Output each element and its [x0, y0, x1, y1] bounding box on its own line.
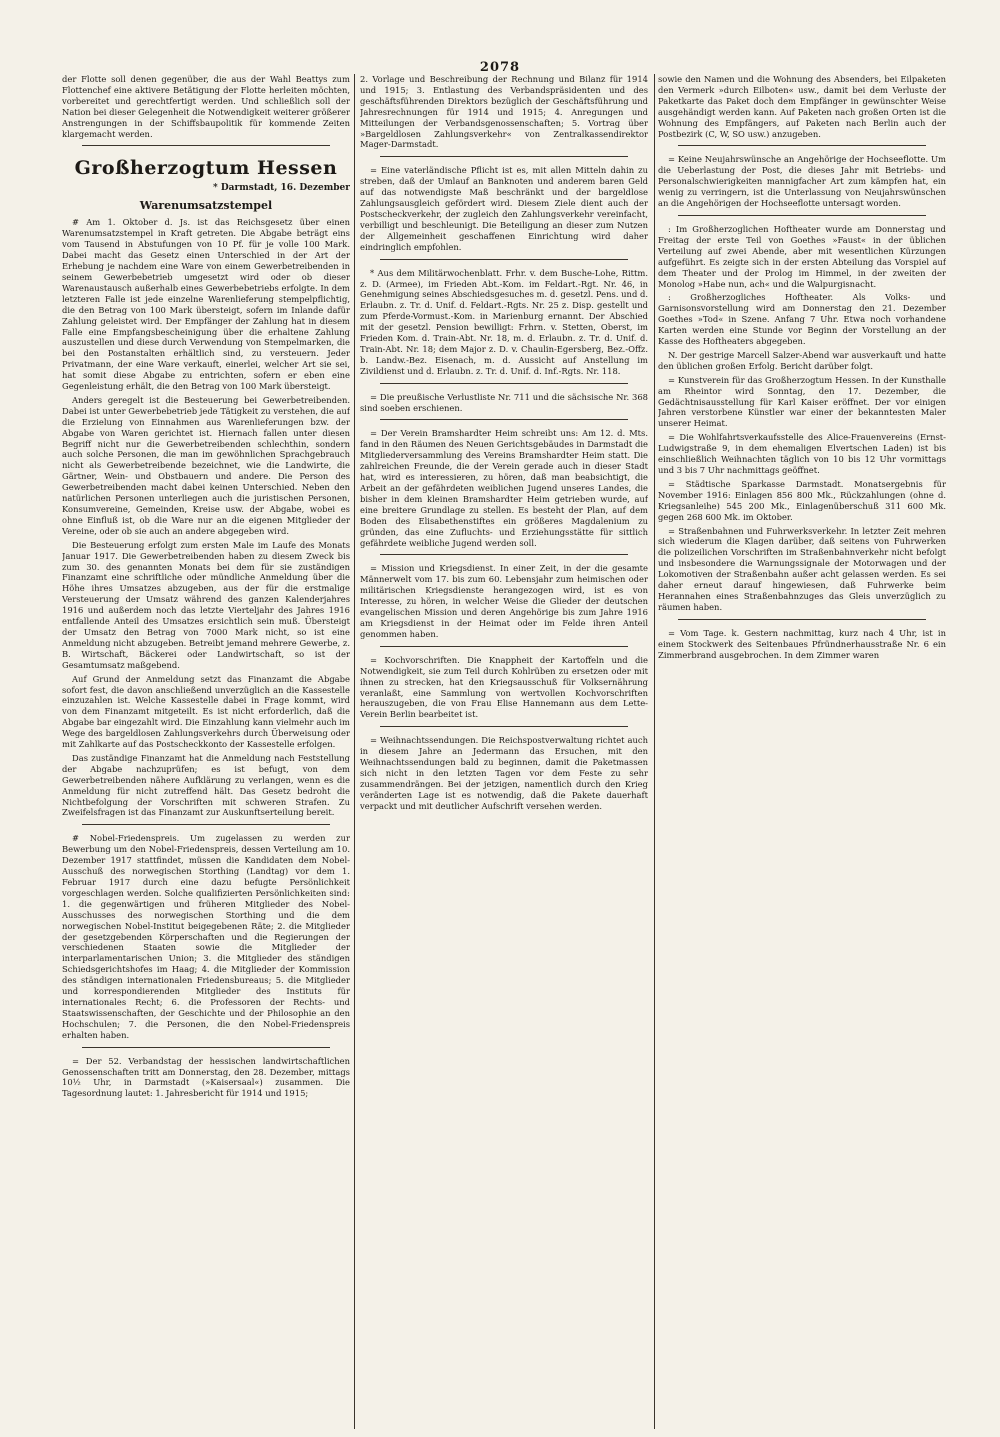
paragraph: = Städtische Sparkasse Darmstadt. Monatsergebnis für November 1916: Einlagen 856 800 Mk., Rückzahlungen (ohne d. Kriegsanleihe) 545 200 Mk., Einlagenüberschuß 311 600 Mk. gegen 268 600 Mk. im Oktober. [658, 478, 946, 522]
divider [380, 259, 628, 260]
paragraph: N. Der gestrige Marcell Salzer-Abend war ausverkauft und hatte den üblichen großen Erfolg. Bericht darüber folgt. [658, 349, 946, 371]
paragraph: = Der 52. Verbandstag der hessischen landwirtschaftlichen Genossenschaften tritt am Donnerstag, den 28. Dezember, mittags 10½ Uhr, in Darmstadt (»Kaisersaal«) zusammen. Die Tagesordnung lautet: 1. Jahresbericht für 1914 und 1915; [62, 1055, 350, 1099]
paragraph: * Aus dem Militärwochenblatt. Frhr. v. dem Busche-Lohe, Rittm. z. D. (Armee), im Frieden Abt.-Kom. im Feldart.-Rgt. Nr. 46, in Genehmigung seines Abschiedsgesuches m. d. gesetzl. Pens. und d. Erlaubn. z. Tr. d. Unif. d. Feldart.-Rgts. Nr. 25 z. Disp. gestellt und zum Pferde-Vormust.-Kom. in Marienburg ernannt. Der Abschied mit der gesetzl. Pension bewilligt: Frhrn. v. Stetten, Oberst, im Frieden Kom. d. Train-Abt. Nr. 18, m. d. Erlaubn. z. Tr. d. Unif. d. Train-Abt. Nr. 18; dem Major z. D. v. Chaulin-Egersberg, Bez.-Offz. b. Landw.-Bez. Eisenach, m. d. Aussicht auf Anstellung im Zivildienst und d. Erlaubn. z. Tr. d. Unif. d. Inf.-Rgts. Nr. 118. [360, 267, 648, 376]
column-1 [62, 74, 350, 1429]
divider [82, 145, 330, 146]
paragraph: = Vom Tage. k. Gestern nachmittag, kurz nach 4 Uhr, ist in einem Stockwerk des Seitenbaues Pfründnerhausstraße Nr. 6 ein Zimmerbrand ausgebrochen. In dem Zimmer waren [658, 627, 946, 660]
paragraph: Die Besteuerung erfolgt zum ersten Male im Laufe des Monats Januar 1917. Die Gewerbetreibenden haben zu diesem Zweck bis zum 30. des genannten Monats bei dem für sie zuständigen Finanzamt eine schriftliche oder mündliche Anmeldung über die Höhe ihres Umsatzes abzugeben, aus der für die erstmalige Versteuerung der Umsatz während des ganzen Kalenderjahres 1916 und außerdem noch das letzte Vierteljahr des Jahres 1916 entfallende Anteil des Umsatzes ersichtlich sein muß. Übersteigt der Umsatz den Betrag von 7000 Mark nicht, so ist eine Anmeldung nicht abzugeben. Betreibt jemand mehrere Gewerbe, z. B. Wirtschaft, Bäckerei oder Landwirtschaft, so ist der Gesamtumsatz maßgebend. [62, 539, 350, 670]
paragraph: Auf Grund der Anmeldung setzt das Finanzamt die Abgabe sofort fest, die davon anschließend unverzüglich an die Kassestelle einzuzahlen ist. Welche Kassestelle dabei in Frage kommt, wird von dem Finanzamt mitgeteilt. Es ist nicht erforderlich, daß die Abgabe bar eingezahlt wird. Die Einzahlung kann vielmehr auch im Wege des bargeldlosen Zahlungsverkehrs durch Überweisung oder mit Zahlkarte auf das Postscheckkonto der Kassestelle erfolgen. [62, 673, 350, 750]
paragraph: # Nobel-Friedenspreis. Um zugelassen zu werden zur Bewerbung um den Nobel-Friedenspreis, dessen Verteilung am 10. Dezember 1917 stattfindet, müssen die Kandidaten dem Nobel-Ausschuß des norwegischen Storthing (Landtag) vor dem 1. Februar 1917 durch eine dazu befugte Persönlichkeit vorgeschlagen werden. Solche qualifizierten Persönlichkeiten sind: 1. die gegenwärtigen und früheren Mitglieder des Nobel-Ausschusses des norwegischen Storthing und die dem norwegischen Nobel-Institut beigegebenen Räte; 2. die Mitglieder der gesetzgebenden Körperschaften und die Regierungen der verschiedenen Staaten sowie die Mitglieder der interparlamentarischen Union; 3. die Mitglieder des ständigen Schiedsgerichtshofes im Haag; 4. die Mitglieder der Kommission des ständigen internationalen Friedensbureaus; 5. die Mitglieder und korrespondierenden Mitglieder des Instituts für internationales Recht; 6. die Professoren der Rechts- und Staatswissenschaften, der Geschichte und der Philosophie an den Hochschulen; 7. die Personen, die den Nobel-Friedenspreis erhalten haben. [62, 833, 350, 1040]
paragraph: = Kunstverein für das Großherzogtum Hessen. In der Kunsthalle am Rheintor wird Sonntag, den 17. Dezember, die Gedächtnisausstellung für Karl Kaiser eröffnet. Der vor einigen Jahren verstorbene Künstler war einer der bekanntesten Maler unserer Heimat. [658, 374, 946, 429]
paragraph: = Die Wohlfahrtsverkaufsstelle des Alice-Frauenvereins (Ernst-Ludwigstraße 9, in dem ehemaligen Elvertschen Laden) ist bis einschließlich Weihnachten täglich von 10 bis 12 Uhr vormittags und 3 bis 7 Uhr nachmittags geöffnet. [658, 432, 946, 475]
divider [678, 145, 926, 146]
paragraph: : Im Großherzoglichen Hoftheater wurde am Donnerstag und Freitag der erste Teil von Goethes »Faust« in der üblichen Verteilung auf zwei Abende, aber mit wesentlichen Kürzungen aufgeführt. Es zeigte sich in der ersten Abteilung das Vorspiel auf dem Theater und der Prolog im Himmel, in der zweiten der Monolog »Habe nun, ach« und die Walpurgisnacht. [658, 223, 946, 289]
divider [380, 646, 628, 647]
divider [380, 383, 628, 384]
divider [380, 419, 628, 420]
paragraph: # Am 1. Oktober d. Js. ist das Reichsgesetz über einen Warenumsatzstempel in Kraft getreten. Die Abgabe beträgt eins vom Tausend in Abstufungen von 10 Pf. für je volle 100 Mark. Dabei macht das Gesetz einen Unterschied in der Art der Erhebung je nachdem eine Ware von einem Gewerbetreibenden in seinem Gewerbebetrieb umgesetzt wird oder ob dieser Warenaustausch außerhalb eines Gewerbebetriebs erfolgte. In dem letzteren Falle ist jede einzelne Warenlieferung stempelpflichtig, die den Betrag von 100 Mark übersteigt, sofern im Inlande dafür Zahlung geleistet wird. Der Empfänger der Zahlung hat in diesem Falle eine Empfangsbescheinigung über die erhaltene Zahlung auszustellen und diese durch Verwendung von Stempelmarken, die bei den Postanstalten erhältlich sind, zu versteuern. Jeder Privatmann, der eine Ware verkauft, einerlei, welcher Art sie sei, hat somit diese Abgabe zu entrichten, sofern er eben eine Gegenleistung erhält, die den Betrag von 100 Mark übersteigt. [62, 217, 350, 392]
text-columns [62, 74, 946, 1429]
divider [678, 215, 926, 216]
paragraph: = Straßenbahnen und Fuhrwerksverkehr. In letzter Zeit mehren sich wiederum die Klagen darüber, daß seitens von Fuhrwerken die polizeilichen Vorschriften im Straßenbahnverkehr nicht befolgt und insbesondere die Warnungssignale der Motorwagen und der Lokomotiven der Straßenbahn außer acht gelassen werden. Es sei daher erneut darauf hingewiesen, daß Fuhrwerke beim Herannahen eines Straßenbahnzuges das Gleis unverzüglich zu räumen haben. [658, 525, 946, 612]
paragraph: = Die preußische Verlustliste Nr. 711 und die sächsische Nr. 368 sind soeben erschienen. [360, 391, 648, 413]
paragraph: : Großherzogliches Hoftheater. Als Volks- und Garnisonsvorstellung wird am Donnerstag den 21. Dezember Goethes »Tod« in Szene. Anfang 7 Uhr. Etwa noch vorhandene Karten werden eine Stunde vor Beginn der Vorstellung an der Kasse des Hoftheaters abgegeben. [658, 292, 946, 347]
divider [82, 824, 330, 825]
column-3 [658, 74, 946, 1429]
divider [678, 619, 926, 620]
article-continuation: der Flotte soll denen gegenüber, die aus der Wahl Beattys zum Flottenchef eine aktivere Betätigung der Flotte herleiten möchten, vorbereitet und gerechtfertigt werden. Und schließlich soll der Nation bei dieser Gelegenheit die Notwendigkeit weiterer größerer Anstrengungen in der Schiffsbaupolitik für kommende Zeiten klargemacht werden. [62, 74, 350, 139]
divider [380, 554, 628, 555]
paragraph: = Weihnachtssendungen. Die Reichspostverwaltung richtet auch in diesem Jahre an Jedermann das Ersuchen, mit den Weihnachtssendungen bald zu beginnen, damit die Paketmassen sich nicht in den letzten Tagen vor dem Feste zu sehr zusammendrängen. Bei der jetzigen, namentlich durch den Krieg veränderten Lage ist es notwendig, daß die Pakete dauerhaft verpackt und mit deutlicher Aufschrift versehen werden. [360, 735, 648, 811]
paragraph: sowie den Namen und die Wohnung des Absenders, bei Eilpaketen den Vermerk »durch Eilboten« usw., damit bei dem Verluste der Paketkarte das Paket doch dem Empfänger in gewünschter Weise ausgehändigt werden kann. Auf Paketen nach großen Orten ist die Wohnung des Empfängers, auf Paketen nach Berlin auch der Postbezirk (C, W, SO usw.) anzugeben. [658, 74, 946, 139]
divider [380, 156, 628, 157]
paragraph: = Keine Neujahrswünsche an Angehörige der Hochseeflotte. Um die Ueberlastung der Post, die dieses Jahr mit Betriebs- und Personalschwierigkeiten mannigfacher Art zum kämpfen hat, ein wenig zu verringern, ist die Unterlassung von Neujahrswünschen an die Angehörigen der Hochseeflotte untersagt worden. [658, 154, 946, 209]
divider [380, 726, 628, 727]
section-title: Großherzogtum Hessen [74, 157, 338, 180]
paragraph: = Der Verein Bramshardter Heim schreibt uns: Am 12. d. Mts. fand in den Räumen des Neuen Gerichtsgebäudes in Darmstadt die Mitgliederversammlung des Vereins Bramshardter Heim statt. Die zahlreichen Freunde, die der Verein gerade auch in dieser Stadt hat, wird es interessieren, zu hören, daß man beabsichtigt, die Arbeit an der gefährdeten weiblichen Jugend unseres Landes, die bisher in dem kleinen Bramshardter Heim getrieben wurde, auf eine breitere Grundlage zu stellen. Es besteht der Plan, auf dem Boden des Elisabethenstiftes ein größeres Magdalenium zu gründen, das eine Zufluchts- und Erziehungsstätte für sittlich gefährdete weibliche Jugend werden soll. [360, 428, 648, 548]
paragraph: Das zuständige Finanzamt hat die Anmeldung nach Feststellung der Abgabe nachzuprüfen; es ist befugt, von dem Gewerbetreibenden nähere Aufklärung zu verlangen, wenn es die Anmeldung für nicht zutreffend hält. Das Gesetz bedroht die Nichtbefolgung der Vorschriften mit schweren Strafen. Zu Zweifelsfragen ist das Finanzamt zur Auskunftserteilung bereit. [62, 752, 350, 818]
article-subhead: Warenumsatzstempel [139, 199, 273, 213]
paragraph: = Eine vaterländische Pflicht ist es, mit allen Mitteln dahin zu streben, daß der Umlauf an Banknoten und anderem baren Geld auf das notwendigste Maß beschränkt und der bargeldlose Zahlungsausgleich gefördert wird. Diesem Ziele dient auch der Postscheckverkehr, der zugleich den Zahlungsverkehr vereinfacht, verbilligt und beschleunigt. Die Beteiligung an dieser zum Nutzen der Allgemeinheit geschaffenen Einrichtung wird daher eindringlich empfohlen. [360, 165, 648, 252]
paragraph: 2. Vorlage und Beschreibung der Rechnung und Bilanz für 1914 und 1915; 3. Entlastung des Verbandspräsidenten und des geschäftsführenden Direktors bezüglich der Geschäftsführung und Jahresrechnungen für 1914 und 1915; 4. Anregungen und Mitteilungen der Verbandsgenossenschaften; 5. Vortrag über »Bargeldlosen Zahlungsverkehr« von Zentralkassendirektor Mager-Darmstadt. [360, 74, 648, 150]
paragraph: = Mission und Kriegsdienst. In einer Zeit, in der die gesamte Männerwelt vom 17. bis zum 60. Lebensjahr zum heimischen oder militärischen Kriegsdienste herangezogen wird, ist es von Interesse, zu hören, in welcher Weise die Glieder der deutschen evangelischen Mission und deren Angehörige bis zum Jahre 1916 am Kriegsdienst in der Heimat oder im Felde ihren Anteil genommen haben. [360, 563, 648, 639]
page-number: 2078 [479, 60, 521, 75]
dateline: * Darmstadt, 16. Dezember [213, 183, 350, 194]
divider [82, 1047, 330, 1048]
paragraph: Anders geregelt ist die Besteuerung bei Gewerbetreibenden. Dabei ist unter Gewerbebetrieb jede Tätigkeit zu verstehen, die auf die Erzielung von Einnahmen aus Warenlieferungen bzw. der Abgabe von Waren gerichtet ist. Hiernach fallen unter diesen Begriff nicht nur die Gewerbetreibenden schlechthin, sondern auch solche Personen, die man im gewöhnlichen Sprachgebrauch nicht als Gewerbetreibende bezeichnet, wie die Landwirte, die Gärtner, Wein- und Obstbauern und andere. Die Person des Gewerbetreibenden macht dabei keinen Unterschied. Neben den natürlichen Personen unterliegen auch die juristischen Personen, Konsumvereine, Gemeinden, Kreise usw. der Abgabe, wobei es ohne Einfluß ist, ob die Ware nur an die eigenen Mitglieder der Vereine, oder ob sie auch an andere abgegeben wird. [62, 394, 350, 536]
column-2 [360, 74, 648, 1429]
paragraph: = Kochvorschriften. Die Knappheit der Kartoffeln und die Notwendigkeit, sie zum Teil durch Kohlrüben zu ersetzen oder mit ihnen zu strecken, hat den Kriegsausschuß für Volksernährung veranlaßt, eine Sammlung von wertvollen Kochvorschriften herauszugeben, die von Frau Elise Hannemann aus dem Lette-Verein Berlin bearbeitet ist. [360, 654, 648, 720]
